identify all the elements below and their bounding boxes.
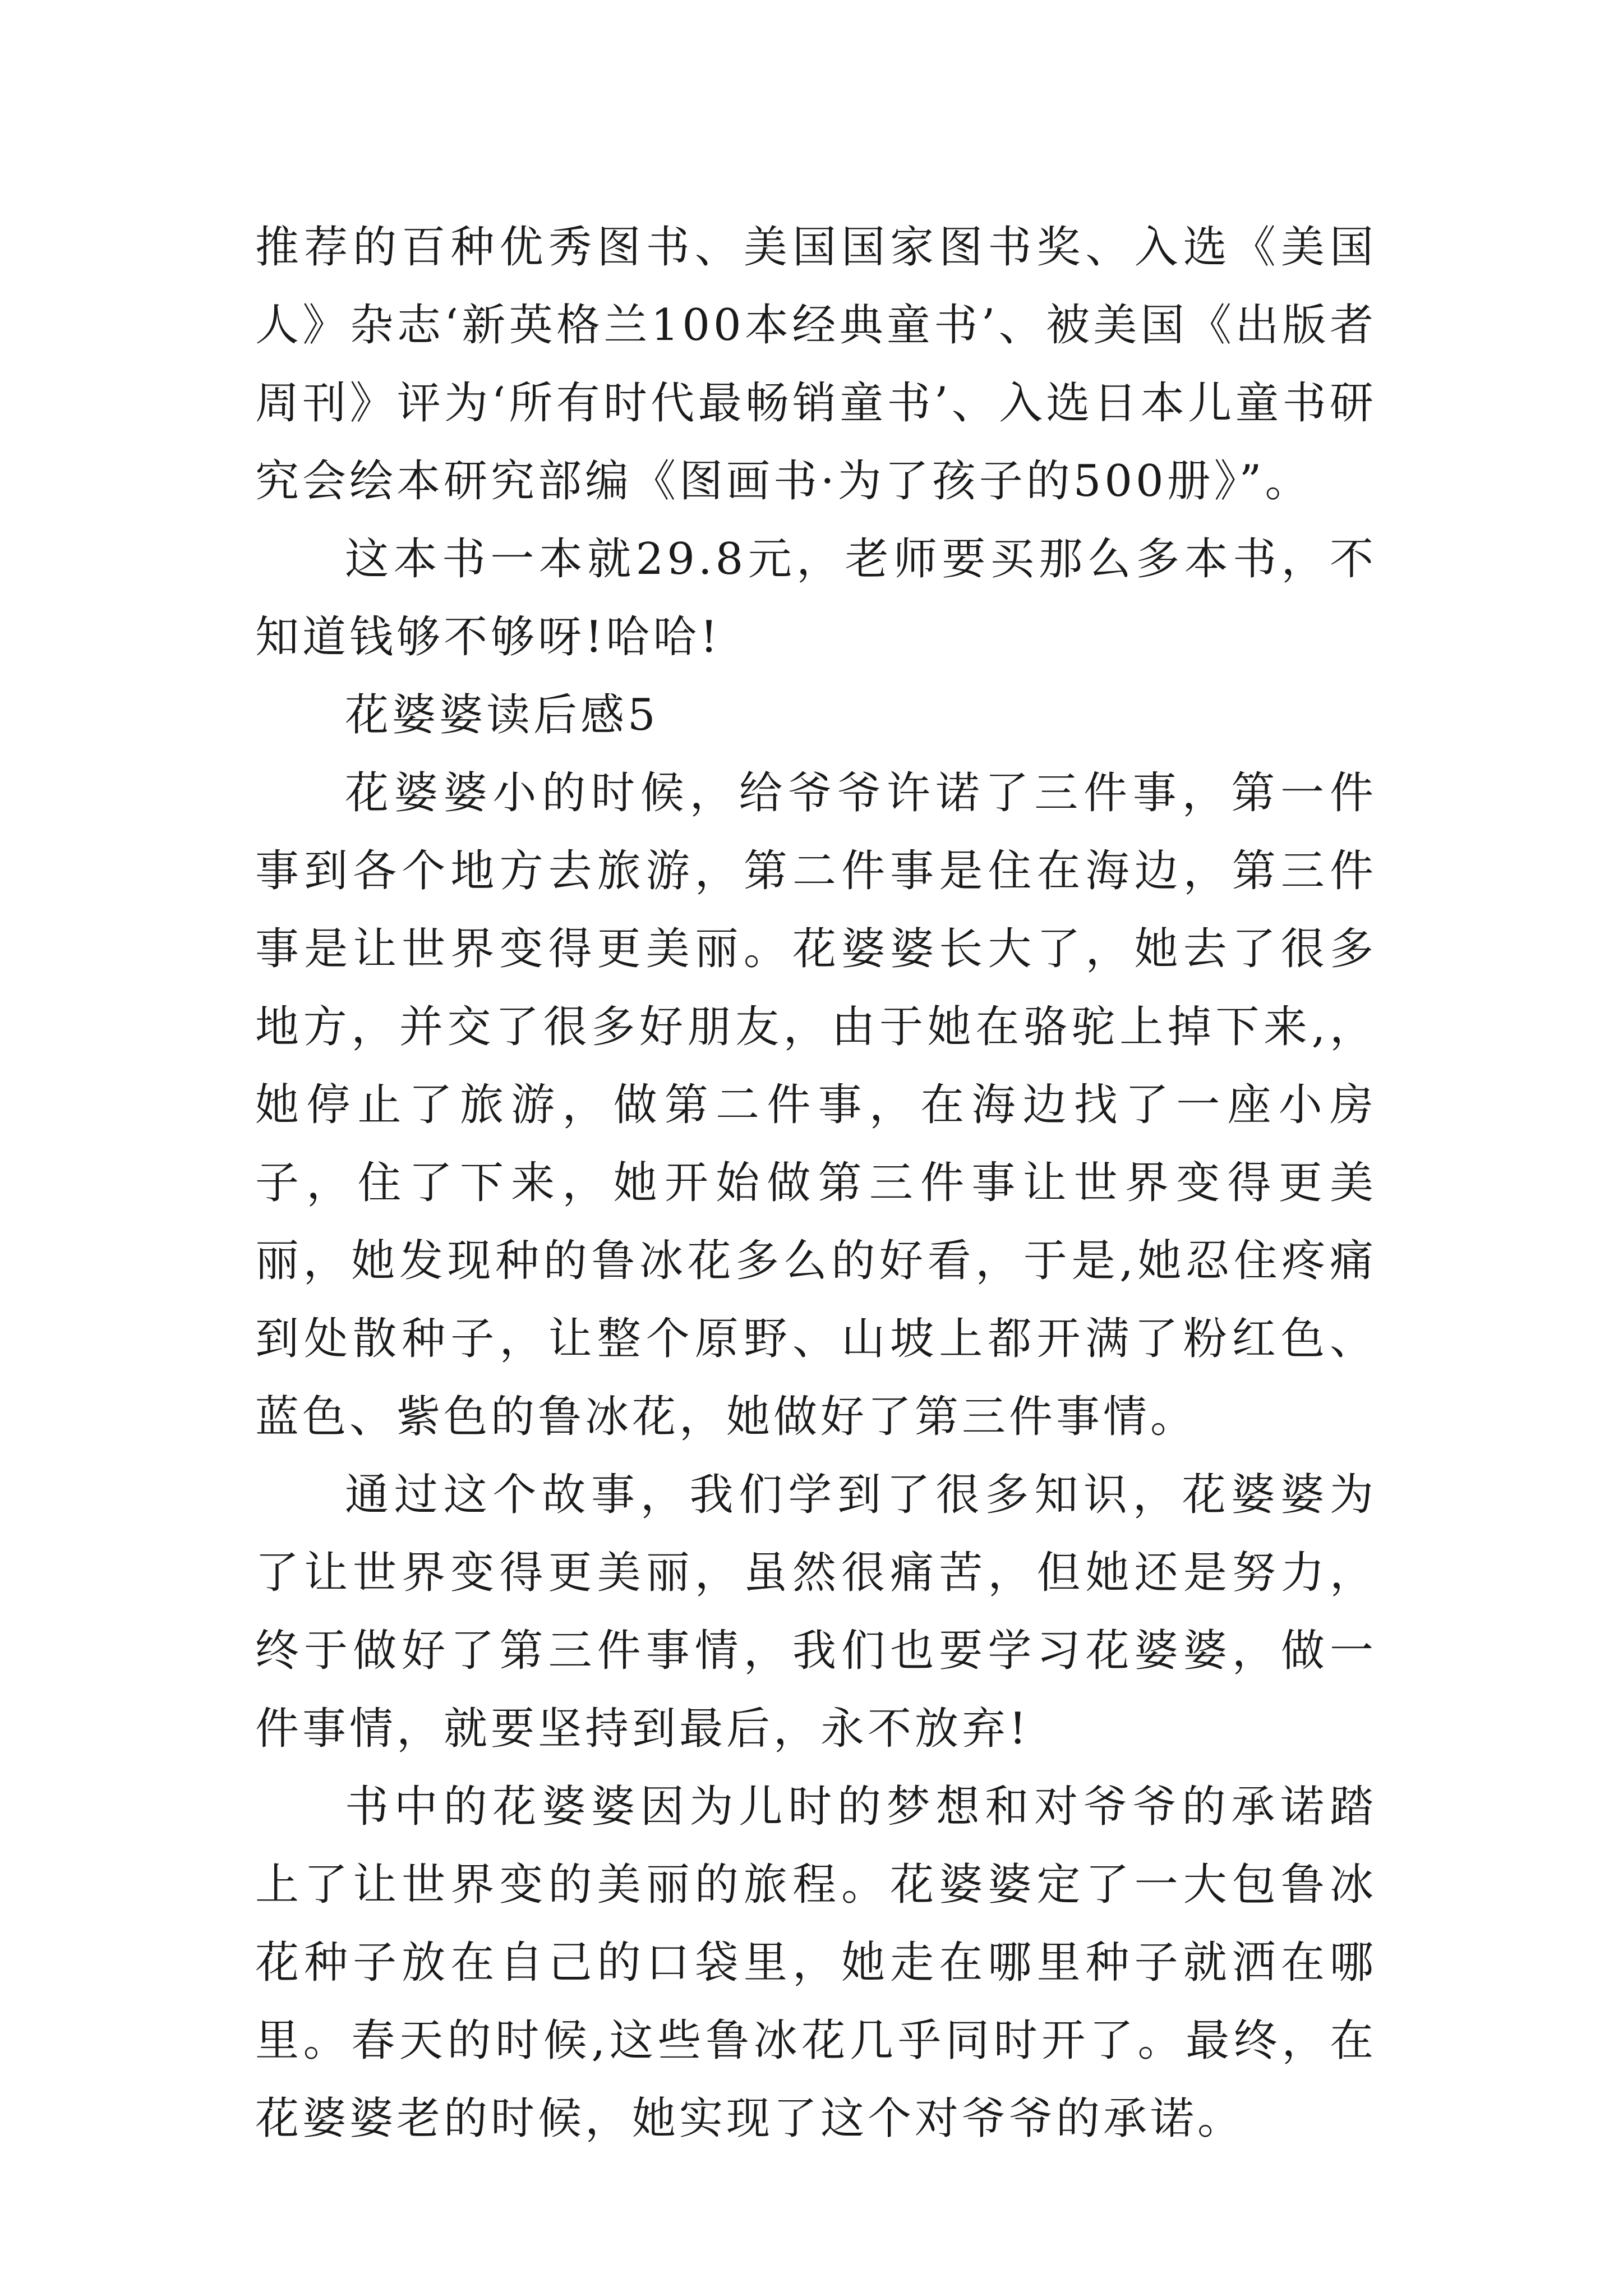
paragraph-conclusion: 书中的花婆婆因为儿时的梦想和对爷爷的承诺踏上了让世界变的美丽的旅程。花婆婆定了一大包鲁冰花种子放在自己的口袋里，她走在哪里种子就洒在哪里。春天的时候,这些鲁冰花几乎同时开了。最终，在花婆婆老的时候，她实现了这个对爷爷的承诺。 xyxy=(255,1782,1377,2144)
paragraph-lesson: 通过这个故事，我们学到了很多知识，花婆婆为了让世界变得更美丽，虽然很痛苦，但她还是努力，终于做好了第三件事情，我们也要学习花婆婆，做一件事情，就要坚持到最后，永不放弃! xyxy=(255,1470,1377,1754)
paragraph-intro-continued: 推荐的百种优秀图书、美国国家图书奖、入选《美国人》杂志‘新英格兰100本经典童书’、被美国《出版者周刊》评为‘所有时代最畅销童书’、入选日本儿童书研究会绘本研究部编《图画书·为了孩子的500册》”。 xyxy=(255,222,1377,507)
document-page xyxy=(255,209,1377,2158)
section-heading: 花婆婆读后感5 xyxy=(345,690,659,740)
paragraph-book-price: 这本书一本就29.8元，老师要买那么多本书，不知道钱够不够呀!哈哈! xyxy=(255,534,1377,662)
paragraph-story-summary: 花婆婆小的时候，给爷爷许诺了三件事，第一件事到各个地方去旅游，第二件事是住在海边，第三件事是让世界变得更美丽。花婆婆长大了，她去了很多地方，并交了很多好朋友，由于她在骆驼上掉下来,，她停止了旅游，做第二件事，在海边找了一座小房子，住了下来，她开始做第三件事让世界变得更美丽，她发现种的鲁冰花多么的好看，于是,她忍住疼痛到处散种子，让整个原野、山坡上都开满了粉红色、蓝色、紫色的鲁冰花，她做好了第三件事情。 xyxy=(255,768,1377,1442)
